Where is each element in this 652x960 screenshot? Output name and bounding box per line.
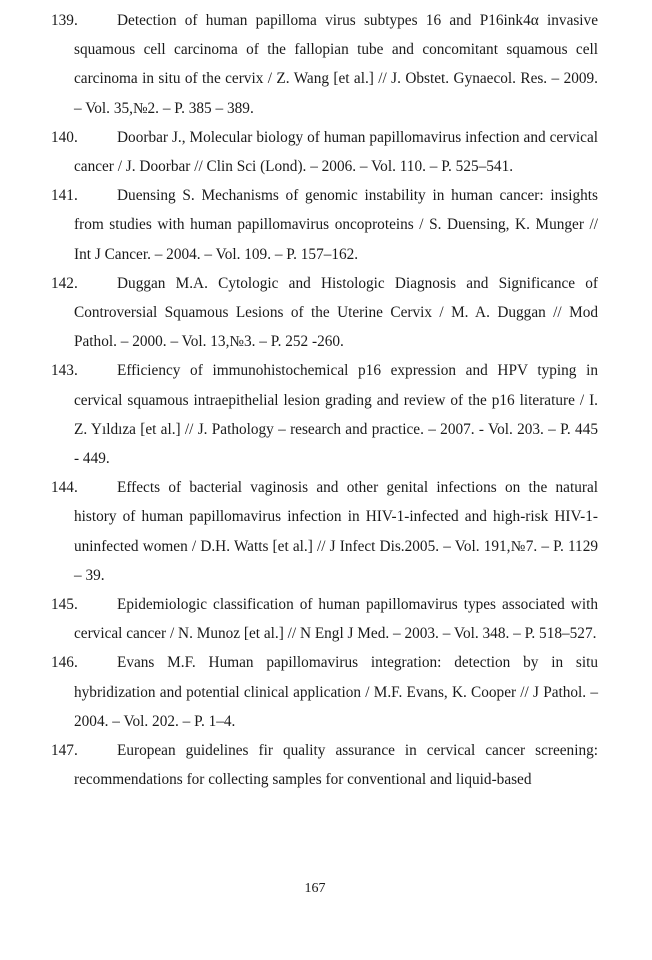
reference-number: 146. xyxy=(51,654,78,672)
reference-text: Doorbar J., Molecular biology of human papillomavirus infection and cervical cancer / J. Doorbar // Clin Sci (Lond). – 2006. – Vol. 110. – P. 525–541. xyxy=(74,128,598,176)
reference-number: 147. xyxy=(51,742,78,760)
reference-number: 141. xyxy=(51,187,78,205)
reference-item xyxy=(0,736,652,794)
reference-text: Epidemiologic classification of human papillomavirus types associated with cervical cancer / N. Munoz [et al.] // N Engl J Med. – 2003. – Vol. 348. – P. 518–527. xyxy=(74,596,598,643)
reference-item xyxy=(0,473,652,590)
page-number: 167 xyxy=(304,881,326,896)
reference-item xyxy=(0,590,652,648)
reference-number: 140. xyxy=(51,128,78,146)
reference-item xyxy=(0,356,652,473)
reference-list xyxy=(0,6,652,794)
reference-text: Duggan M.A. Cytologic and Histologic Diagnosis and Significance of Controversial Squamous Lesions of the Uterine Cervix / M. A. Duggan // Mod Pathol. – 2000. – Vol. 13,№3. – P. 252 -260. xyxy=(74,274,598,351)
reference-item xyxy=(0,181,652,269)
reference-item xyxy=(0,6,652,123)
reference-number: 143. xyxy=(51,362,78,380)
reference-text: Evans M.F. Human papillomavirus integration: detection by in situ hybridization and potential clinical application / M.F. Evans, K. Cooper // J Pathol. – 2004. – Vol. 202. – P. 1–4. xyxy=(74,654,598,730)
reference-text: Duensing S. Mechanisms of genomic instability in human cancer: insights from studies with human papillomavirus oncoproteins / S. Duensing, K. Munger // Int J Cancer. – 2004. – Vol. 109. – P. 157–162. xyxy=(74,187,598,263)
reference-item xyxy=(0,648,652,736)
reference-text: Efficiency of immunohistochemical p16 expression and HPV typing in cervical squamous intraepithelial lesion grading and review of the p16 literature / I. Z. Yıldıza [et al.] // J. Pathology – research and practice. – 2007. - Vol. 203. – P. 445 - 449. xyxy=(74,362,598,468)
reference-number: 144. xyxy=(51,479,78,497)
reference-number: 142. xyxy=(51,274,78,292)
reference-number: 145. xyxy=(51,596,78,614)
reference-number: 139. xyxy=(51,12,78,29)
reference-text: European guidelines fir quality assurance in cervical cancer screening: recommendations for collecting samples for conventional and liquid-based xyxy=(74,742,598,789)
reference-item xyxy=(0,269,652,357)
reference-text: Detection of human papilloma virus subtypes 16 and P16ink4α invasive squamous cell carcinoma of the fallopian tube and concomitant squamous cell carcinoma in situ of the cervix / Z. Wang [et al.] // J. Obstet. Gynaecol. Res. – 2009. – Vol. 35,№2. – P. 385 – 389. xyxy=(74,12,598,117)
reference-text: Effects of bacterial vaginosis and other genital infections on the natural history of human papillomavirus infection in HIV-1-infected and high-risk HIV-1-uninfected women / D.H. Watts [et al.] // J Infect Dis.2005. – Vol. 191,№7. – P. 1129 – 39. xyxy=(74,479,598,584)
reference-item xyxy=(0,123,652,181)
